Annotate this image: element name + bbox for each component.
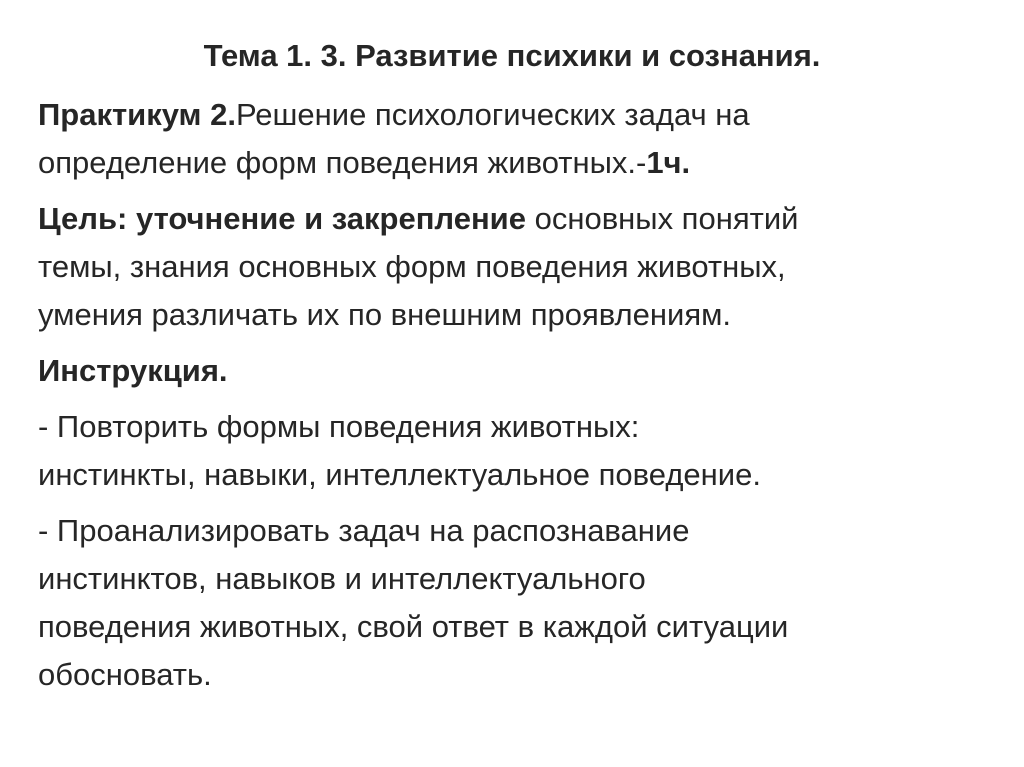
- practicum-text-1: Решение психологических задач на: [235, 97, 750, 132]
- step-2-line-1: - Проанализировать задач на распознавание: [38, 513, 690, 548]
- goal-line-3: умения различать их по внешним проявлениям.: [38, 297, 732, 332]
- goal-paragraph: [38, 195, 1008, 339]
- instruction-heading: Инструкция.: [38, 353, 228, 388]
- step-2-line-4: обосновать.: [38, 657, 212, 692]
- step-1-paragraph: [38, 403, 1008, 499]
- step-2-line-2: инстинктов, навыков и интеллектуального: [38, 561, 646, 596]
- practicum-hours: 1ч.: [646, 145, 691, 180]
- practicum-line-1: [38, 91, 1008, 139]
- instruction-paragraph: [38, 347, 1008, 395]
- goal-text-1: основных понятий: [525, 201, 799, 236]
- practicum-label: Практикум 2.: [38, 97, 236, 132]
- goal-label: Цель: уточнение и закрепление: [38, 201, 526, 236]
- step-1-line-2: инстинкты, навыки, интеллектуальное поведение.: [38, 457, 761, 492]
- practicum-line-2: [38, 139, 1008, 187]
- practicum-text-2: определение форм поведения животных.-: [38, 145, 647, 180]
- slide-body: [38, 91, 1008, 707]
- step-2-paragraph: [38, 507, 1008, 699]
- slide-title: Тема 1. 3. Развитие психики и сознания.: [203, 38, 821, 73]
- practicum-paragraph: [38, 91, 1008, 187]
- step-1-line-1: - Повторить формы поведения животных:: [38, 409, 640, 444]
- goal-line-1: [38, 195, 1008, 243]
- goal-line-2: темы, знания основных форм поведения животных,: [38, 249, 786, 284]
- step-2-line-3: поведения животных, свой ответ в каждой ситуации: [38, 609, 789, 644]
